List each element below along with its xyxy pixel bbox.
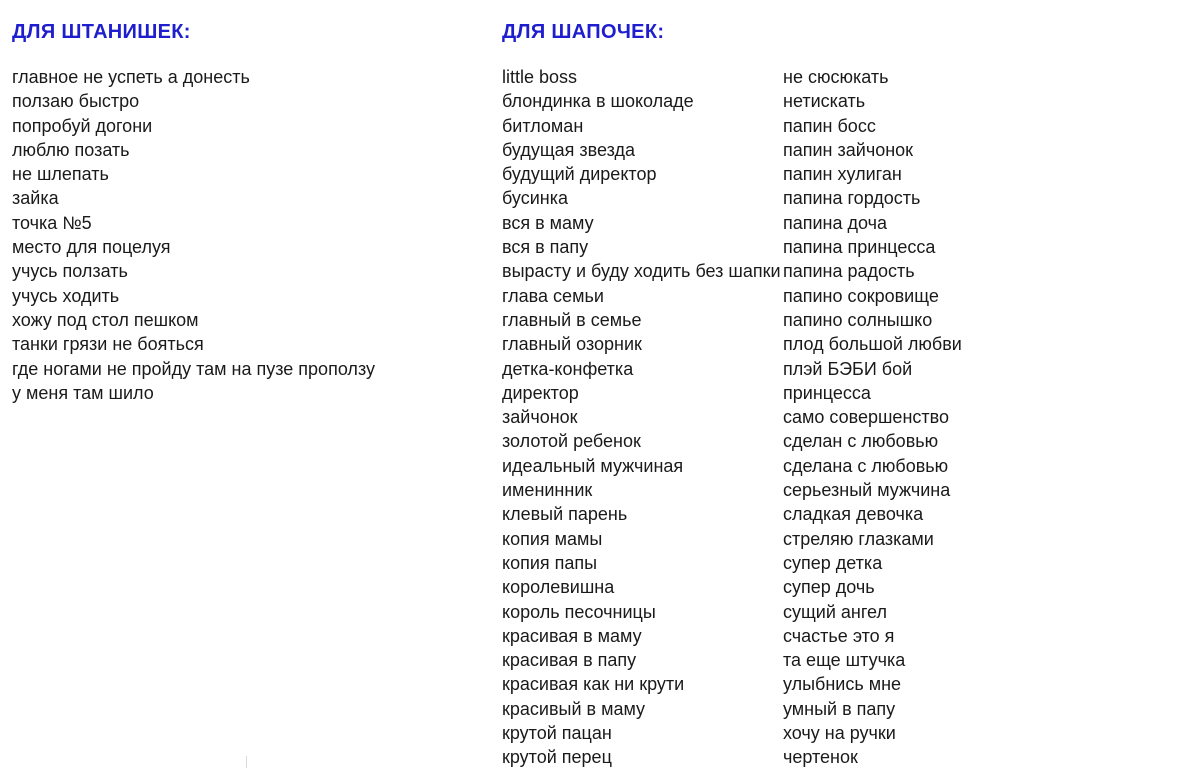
phrase-item: плэй БЭБИ бой bbox=[783, 358, 913, 379]
phrase-item: детка-конфетка bbox=[502, 358, 634, 379]
phrase-item: папина принцесса bbox=[783, 237, 936, 258]
phrase-item: место для поцелуя bbox=[12, 237, 171, 258]
phrase-item: сладкая девочка bbox=[783, 504, 924, 525]
phrase-item: директор bbox=[502, 382, 579, 403]
phrase-item: та еще штучка bbox=[783, 650, 906, 671]
phrase-item: бусинка bbox=[502, 188, 568, 209]
phrase-item: нетискать bbox=[783, 91, 866, 112]
phrase-item: битломан bbox=[502, 115, 584, 136]
phrase-item: король песочницы bbox=[502, 601, 656, 622]
phrase-item: сделана с любовью bbox=[783, 455, 949, 476]
phrase-item: само совершенство bbox=[783, 407, 949, 428]
phrase-item: зайчонок bbox=[502, 407, 578, 428]
phrase-item: серьезный мужчина bbox=[783, 480, 951, 501]
phrase-item: клевый парень bbox=[502, 504, 628, 525]
phrase-item: крутой пацан bbox=[502, 723, 612, 744]
phrase-item: не сюсюкать bbox=[783, 67, 889, 87]
divider-mark bbox=[246, 756, 247, 768]
phrase-item: главное не успеть а донесть bbox=[12, 67, 250, 87]
phrase-item: little boss bbox=[502, 67, 578, 87]
phrase-item: главный в семье bbox=[502, 309, 642, 330]
phrase-item: папино солнышко bbox=[783, 309, 933, 330]
phrase-item: плод большой любви bbox=[783, 334, 962, 355]
phrase-item: будущая звезда bbox=[502, 139, 635, 160]
phrase-item: королевишна bbox=[502, 577, 615, 598]
phrase-item: точка №5 bbox=[12, 212, 92, 233]
pants-phrases-list bbox=[12, 65, 375, 405]
phrase-item: вырасту и буду ходить без шапки bbox=[502, 261, 781, 282]
phrase-item: умный в папу bbox=[783, 698, 896, 719]
phrase-item: попробуй догони bbox=[12, 115, 153, 136]
phrase-item: сделан с любовью bbox=[783, 431, 939, 452]
phrase-item: главный озорник bbox=[502, 334, 642, 355]
phrase-item: супер дочь bbox=[783, 577, 875, 598]
phrase-item: танки грязи не бояться bbox=[12, 334, 204, 355]
phrase-item: вся в маму bbox=[502, 212, 594, 233]
phrase-item: именинник bbox=[502, 480, 593, 501]
phrase-item: не шлепать bbox=[12, 164, 109, 185]
heading-for-hats: ДЛЯ ШАПОЧЕК: bbox=[502, 21, 665, 43]
hats-phrases-list-column-1 bbox=[502, 65, 784, 770]
phrase-item: копия папы bbox=[502, 552, 598, 573]
phrase-item: красивая как ни крути bbox=[502, 674, 685, 695]
phrase-item: глава семьи bbox=[502, 285, 604, 306]
phrase-item: папин зайчонок bbox=[783, 139, 914, 160]
phrase-item: учусь ползать bbox=[12, 261, 128, 282]
phrase-item: где ногами не пройду там на пузе проползу bbox=[12, 358, 375, 379]
phrase-item: папина гордость bbox=[783, 188, 921, 209]
phrase-item: у меня там шило bbox=[12, 382, 154, 403]
phrase-item: супер детка bbox=[783, 552, 883, 573]
phrase-item: копия мамы bbox=[502, 528, 603, 549]
hats-phrases-list-column-2 bbox=[783, 65, 962, 770]
phrase-item: принцесса bbox=[783, 382, 871, 403]
phrase-item: папино сокровище bbox=[783, 285, 939, 306]
phrase-item: идеальный мужчиная bbox=[502, 455, 684, 476]
phrase-item: хожу под стол пешком bbox=[12, 309, 199, 330]
phrase-item: папин хулиган bbox=[783, 164, 902, 185]
phrase-item: папин босс bbox=[783, 115, 876, 136]
phrase-item: папина доча bbox=[783, 212, 888, 233]
phrase-item: красивая в папу bbox=[502, 650, 637, 671]
phrase-item: хочу на ручки bbox=[783, 723, 896, 744]
phrase-item: крутой перец bbox=[502, 747, 612, 768]
phrase-item: счастье это я bbox=[783, 625, 895, 646]
phrase-item: улыбнись мне bbox=[783, 674, 902, 695]
phrase-item: золотой ребенок bbox=[502, 431, 641, 452]
phrase-item: вся в папу bbox=[502, 237, 589, 258]
phrase-item: чертенок bbox=[783, 747, 858, 768]
phrase-item: зайка bbox=[12, 188, 59, 209]
phrase-item: красивый в маму bbox=[502, 698, 646, 719]
heading-for-pants: ДЛЯ ШТАНИШЕК: bbox=[12, 21, 191, 43]
phrase-item: красивая в маму bbox=[502, 625, 642, 646]
phrase-item: ползаю быстро bbox=[12, 91, 140, 112]
phrase-item: папина радость bbox=[783, 261, 915, 282]
phrase-item: будущий директор bbox=[502, 164, 657, 185]
phrase-item: блондинка в шоколаде bbox=[502, 91, 694, 112]
phrase-item: стреляю глазками bbox=[783, 528, 934, 549]
phrase-item: люблю позать bbox=[12, 139, 130, 160]
phrase-item: сущий ангел bbox=[783, 601, 887, 622]
phrase-item: учусь ходить bbox=[12, 285, 120, 306]
